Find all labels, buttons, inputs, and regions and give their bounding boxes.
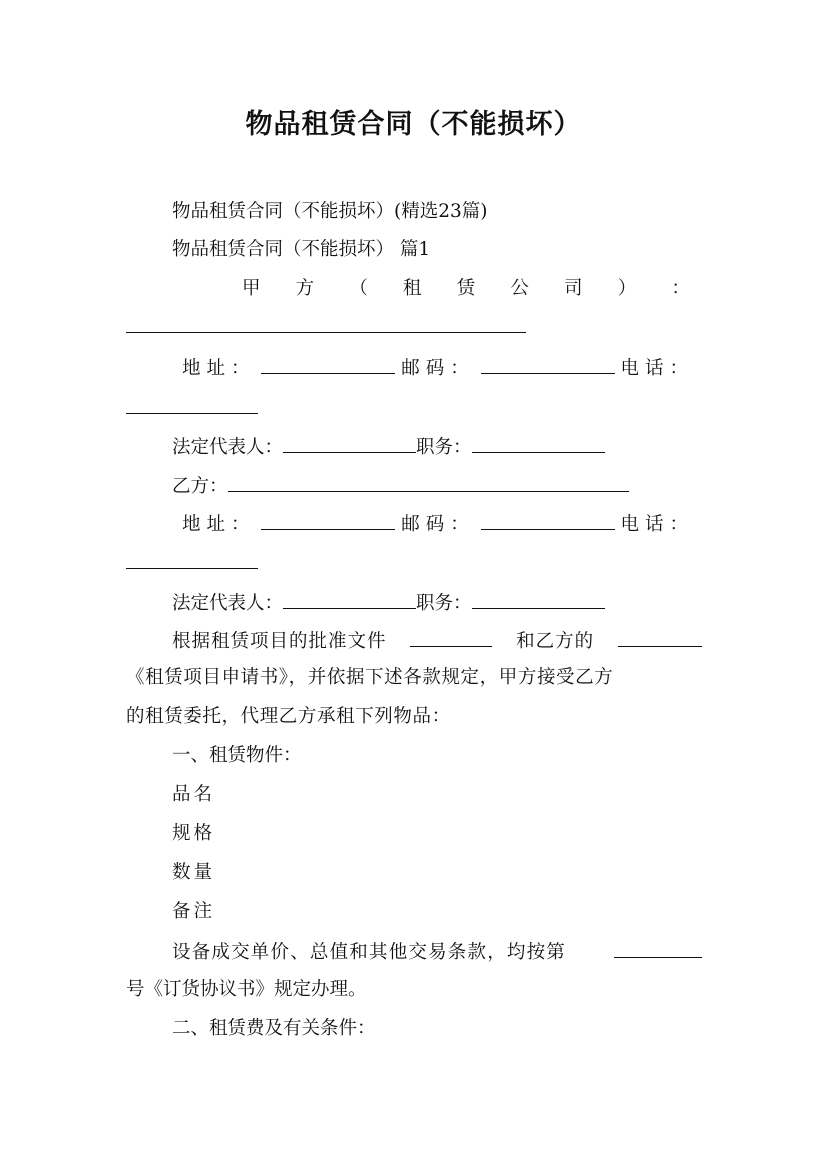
party-a-address-row bbox=[182, 353, 694, 383]
p1-mid: 和乙方的 bbox=[516, 631, 595, 652]
p2-line-1: 设备成交单价、总值和其他交易条款，均按第 bbox=[172, 942, 567, 963]
party-a-char: 租 bbox=[403, 278, 422, 299]
address-blank[interactable] bbox=[261, 509, 395, 530]
phone-blank[interactable] bbox=[126, 393, 258, 414]
subtitle: 物品租赁合同（不能损坏）(精选23篇) bbox=[172, 201, 488, 222]
phone-label: 电话： bbox=[620, 358, 694, 379]
position-blank[interactable] bbox=[472, 432, 605, 453]
legal-rep-blank[interactable] bbox=[283, 588, 416, 609]
party-a-char: ） bbox=[617, 278, 637, 299]
party-a-label bbox=[242, 275, 690, 303]
address-label: 地址： bbox=[182, 514, 256, 535]
postcode-label: 邮码： bbox=[401, 358, 475, 379]
party-a-blank-line bbox=[126, 312, 702, 342]
party-a-char: 方 bbox=[295, 278, 315, 299]
approval-doc-blank[interactable] bbox=[410, 626, 492, 647]
item-note: 备注 bbox=[172, 901, 216, 922]
party-a-char: 公 bbox=[510, 278, 529, 299]
item-qty: 数量 bbox=[172, 862, 216, 883]
position-label: 职务： bbox=[416, 437, 472, 458]
address-label: 地址： bbox=[182, 358, 256, 379]
party-b-legal-rep-row bbox=[172, 588, 702, 618]
party-b-doc-blank[interactable] bbox=[618, 626, 702, 647]
address-blank[interactable] bbox=[261, 353, 395, 374]
item-name: 品名 bbox=[172, 784, 216, 805]
party-b-row bbox=[172, 471, 702, 501]
party-a-char: ： bbox=[671, 278, 690, 299]
party-a-char: 司 bbox=[564, 278, 583, 299]
party-a-blank[interactable] bbox=[126, 312, 526, 333]
party-b-label: 乙方： bbox=[172, 476, 228, 497]
section-1-heading: 一、租赁物件： bbox=[172, 745, 302, 766]
postcode-label: 邮码： bbox=[401, 514, 475, 535]
paragraph-2-line-1 bbox=[172, 937, 702, 967]
p1-start: 根据租赁项目的批准文件 bbox=[172, 631, 387, 652]
party-b-address-row bbox=[182, 509, 694, 539]
party-a-phone-blank-line bbox=[126, 393, 702, 423]
phone-label: 电话： bbox=[620, 514, 694, 535]
position-label: 职务： bbox=[416, 593, 472, 614]
party-a-char: 甲 bbox=[242, 278, 261, 299]
postcode-blank[interactable] bbox=[481, 353, 615, 374]
document-title: 物品租赁合同（不能损坏） bbox=[245, 109, 582, 140]
order-number-blank[interactable] bbox=[614, 937, 702, 958]
legal-rep-blank[interactable] bbox=[283, 432, 416, 453]
paragraph-2-line-2: 号《订货协议书》规定办理。 bbox=[126, 979, 367, 1000]
section-title: 物品租赁合同（不能损坏） 篇1 bbox=[172, 239, 431, 260]
party-a-char: 赁 bbox=[456, 278, 476, 299]
paragraph-1-line-3: 的租赁委托，代理乙方承租下列物品： bbox=[126, 706, 451, 727]
postcode-blank[interactable] bbox=[481, 509, 615, 530]
item-spec: 规格 bbox=[172, 823, 216, 844]
party-a-char: （ bbox=[349, 278, 368, 299]
phone-blank[interactable] bbox=[126, 548, 258, 569]
party-b-blank[interactable] bbox=[228, 471, 629, 492]
party-b-phone-blank-line bbox=[126, 548, 702, 578]
paragraph-1-line-2: 《租赁项目申请书》，并依据下述各款规定，甲方接受乙方 bbox=[126, 667, 614, 688]
legal-rep-label: 法定代表人： bbox=[172, 437, 284, 458]
position-blank[interactable] bbox=[472, 588, 605, 609]
paragraph-1-line-1 bbox=[172, 626, 702, 656]
legal-rep-label: 法定代表人： bbox=[172, 593, 284, 614]
party-a-legal-rep-row bbox=[172, 432, 702, 462]
section-2-heading: 二、租赁费及有关条件： bbox=[172, 1018, 376, 1039]
